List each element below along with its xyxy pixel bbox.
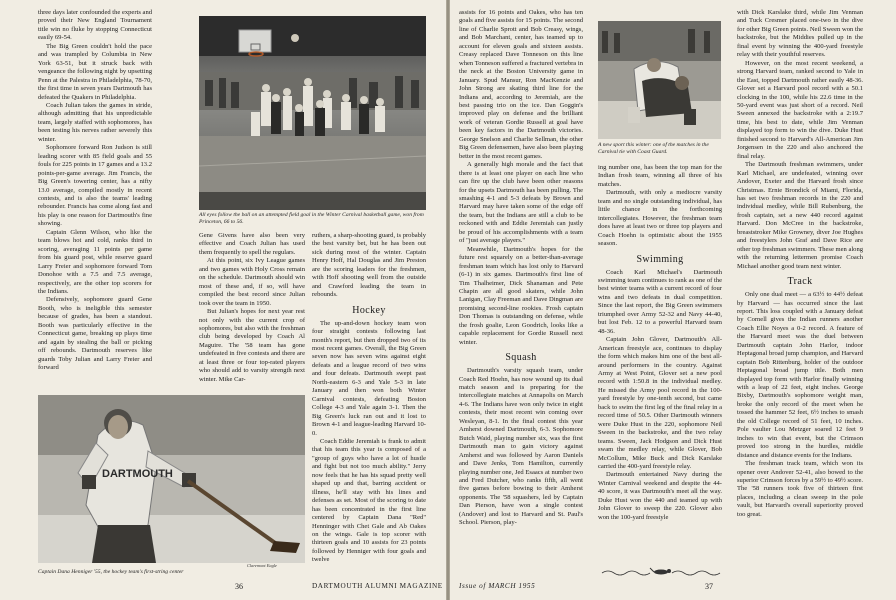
paragraph: Dartmouth, with only a mediocre varsity team and no single outstanding individual, has little chance in the forthcoming intercollegiates. However, the freshman team does have at least two or three top players and Coach Hoehn is optimistic about the 1955 season. xyxy=(598,189,722,248)
right-col-2 xyxy=(598,164,722,564)
coast-guard-caption: A new sport this winter: one of the matches in the Carnival tie with Coast Guard. xyxy=(598,142,709,155)
photo-credit: Claremont Eagle xyxy=(247,563,277,568)
paragraph: ruthers, a sharp-shooting guard, is probably the best varsity bet, but he has been out sick during most of the winter. Captain Henry Hoff, Hal Douglas and Jim Preston are the scoring leaders for the freshmen, with Hoff shooting well from the outside and Crawford leading the team in rebounds. xyxy=(312,232,427,299)
right-page xyxy=(450,0,896,600)
hockey-heading: Hockey xyxy=(352,304,386,316)
track-heading: Track xyxy=(787,276,813,288)
hockey-caption: Captain Dana Henniger '55, the hockey team's first-string center xyxy=(38,569,184,575)
paragraph: The Big Green couldn't hold the pace and was trampled by Columbia in New York 63-51, but it struck back with vengeance the following night by upsetting Penn at the Palestra in Philadelphia, 78-70, the first time in seven years Dartmouth has defeated the Quakers in Philadelphia. xyxy=(38,42,152,101)
right-col-3 xyxy=(737,9,863,574)
paragraph: Captain Glenn Wilson, who like the team blows hot and cold, ranks third in scoring, averaging 11 points per game from his guard post, while reserve guard Larry Freier and sophomore forward Tom Donohoe with a 7.5 and 7.5 average, respectively, are the other top scorers for the Indians. xyxy=(38,228,152,295)
paragraph: The up-and-down hockey team won four straight contests following last month's report, but then dropped two of its most recent games. Overall, the Big Green seven now has seven wins against eight defeats and a league record of two wins and four defeats. Dartmouth swept past North-eastern 6-3 and Yale 5-3 in late January and then won both Winter Carnival contests, defeating Boston College 4-3 and Yale again 3-1. Then the Big Green's luck ran out and it lost to Brown 4-1 and league-leading Harvard 10-0. xyxy=(312,319,426,437)
paragraph: Only one dual meet — a 63½ to 44½ defeat by Harvard — has occurred since the last report. This loss coupled with a January defeat by Cornell gives the Indian runners another Coach Ellie Noyes a 0-2 record. A feature of the Harvard meet was the duel between Dartmouth captain John Harlor, indoor Heptagonal broad jump champion, and Harvard captain Bob Rittenburg, holder of the outdoor Heptagonal broad jump title. Both men displayed top form with Harlor finally winning with a leap of 22 feet, eight inches. George Bixby, Dartmouth's sophomore weight man, broke the only record of the meet when he tossed the hammer 52 feet, 6½ inches to smash the old College record of 51 feet, 10 inches. Pole vaulter Lou Metzger soared 12 feet 9 inches to win that event, but the Crimson proved too strong in the hurdles, middle distance and distance events for the Indians. xyxy=(737,291,863,459)
squash-heading: Squash xyxy=(505,352,537,364)
basketball-caption: All eyes follow the ball on an attempted field goal in the Winter Carnival basketball game, won from Princeton, 66 to 56. xyxy=(199,212,424,225)
paragraph: Coach Julian takes the games in stride, although admitting that his unpredictable team, largely staffed with sophomores, has been testing his nerves rather severely this winter. xyxy=(38,101,152,143)
page-number-left: 36 xyxy=(235,582,243,591)
paragraph: three days later confounded the experts and proved their New England Tournament title win no fluke by stopping Connecticut easily 69-54. xyxy=(38,9,152,42)
paragraph: The Dartmouth freshman swimmers, under Karl Michael, are undefeated, winning over Andover, Exeter and the Harvard frosh since Christmas. Ernie Brondick of Miami, Florida, has set two freshman records in the 220 and individual medley, while Bill Rubenburg, the frosh captain, set a new 440 record against Harvard. Don McCree in the backstroke, breaststroker Mike Growney, diver Joe Hughes and freestylers John Graf and Dave Rice are other top freshman swimmers. These men along with the returning lettermen promise Coach Michael another good team next winter. xyxy=(737,161,863,270)
magazine-footer: DARTMOUTH ALUMNI MAGAZINE xyxy=(312,582,443,590)
issue-footer: Issue of MARCH 1955 xyxy=(459,582,536,590)
left-page xyxy=(0,0,446,600)
paragraph: Dartmouth entertained Navy during the Winter Carnival weekend and despite the 44-40 score, it was Dartmouth's meet all the way. Duke Hust won the 440 and teamed up with John Glover to sweep the 220. Glover also won the 100-yard freestyle xyxy=(598,471,722,521)
swimmer-ornament xyxy=(600,564,722,578)
paragraph: ing number one, has been the top man for the Indian frosh team, winning all three of his matches. xyxy=(598,164,722,188)
paragraph: The freshman track team, which won its opener over Andover 52-41, also bowed to the superior Crimson forces by a 59½ to 49½ score. The '58 runners took five of thirteen first places, including a clean sweep in the pole vault, but Harvard's overall superiority proved too great. xyxy=(737,460,864,518)
left-col-3 xyxy=(312,232,426,572)
paragraph: Dartmouth's varsity squash team, under Coach Red Hoehn, has now wound up its dual match season and is preparing for the intercollegiate matches at Annapolis on March 4-6. The Indians have won only twice in eight contests, their most recent win coming over Wesleyan, 8-1. In the final contest this year Amherst downed Dartmouth, 6-3. Sophomore Butch Waid, playing number six, was the first Dartmouth man to gain victory against Amherst and was followed by Aaron Daniels and Dave Jenks, Tom Hamilton, currently playing number one, Jed Esaacs at number two and Fred Dutcher, who ranks fifth, all went five games before bowing to their Amherst opponents. The '58 squashers, led by Captain Dan Pierson, have won a single contest (Andover) and lost to Harvard and St. Paul's School. Pierson, play- xyxy=(459,367,583,527)
page-number-right: 37 xyxy=(705,582,713,591)
paragraph: But Julian's hopes for next year rest not only with the current crop of sophomores, but also with the freshman club being developed by Coach Al Maguire. The '58 team has gone undefeated in five contests and there are at least three or four top-rated players who should add to varsity strength next winter. Mike Car- xyxy=(199,308,305,383)
paragraph: assists for 16 points and Oakes, who has ten goals and five assists for 15 points. The second line of Charlie Sprott and Bob Creasy, wings, and Bob Marchant, center, has teamed up to account for eleven goals and sixteen assists. Creasy replaced Dave Tonneson on this line when Tonneson suffered a fractured vertebra in the neck at the Boston University game in January. Spud Mansur, Ron MacKenzie and John Strong are skating third line for the Indians and, according to Jeremiah, are the best passing trio on the ice. Dan Goggin's improved play on defense and the brilliant work of veteran Gordie Russell at goal have been key factors in the Dartmouth victories. George Snelson and Charlie Sellman, the other Big Green defensemen, have also been playing better in the most recent games. xyxy=(459,9,583,160)
basketball-photo xyxy=(199,16,426,210)
paragraph: Coach Karl Michael's Dartmouth swimming team continues to rank as one of the best winter teams with a current record of four wins and two defeats in dual competition. Since the last report, the Big Green swimmers triumphed over Army 52-32 and Navy 44-40, but lost Feb. 12 to a powerful Harvard team 48-36. xyxy=(598,268,722,335)
left-col-2 xyxy=(199,232,305,383)
coast-guard-match-photo xyxy=(598,21,721,139)
left-col-1 xyxy=(38,9,152,378)
swimming-heading: Swimming xyxy=(636,253,684,265)
paragraph: Coach Eddie Jeremiah is frank to admit that his team this year is composed of a "group of guys who have a lot of hustle and fight but not too much ability." Jerry now feels that he has his squad pretty well shaped up and that, barring accident or illness, he'll stay with his lines and defenses as set. Most of the scoring to date has been concentrated in the first line centered by Captain Dana "Red" Henninger with Chet Gale and Ab Oakes on the wings. Gale is top scorer with thirteen goals and 10 assists for 23 points followed by Henniger with four goals and twelve xyxy=(312,437,426,564)
paragraph: A generally high morale and the fact that there is at least one player on each line who can fire up the club have been other reasons for the upsets Dartmouth has been pulling. The smashing 4-1 and 5-3 defeats by Brown and Harvard may have taken some of the edge off the team, but the Indians are still a club to be reckoned with and Eddie Jeremiah can justly be proud of his accomplishments with a team of "just average players." xyxy=(459,161,583,245)
paragraph: Defensively, sophomore guard Gene Booth, who is ineligible this semester because of grades, has been a standout. Booth was particularly effective in the Connecticut game, breaking up plays time and again by stealing the ball or picking off rebounds. Dartmouth reserves like guards Toby Julian and Larry Freier and forward xyxy=(38,296,152,372)
paragraph: At this point, six Ivy League games and two games with Holy Cross remain on the schedule. Dartmouth should win most of these and, if so, will have compiled the best record since Julian took over the team in 1950. xyxy=(199,257,305,307)
paragraph: with Dick Karslake third, while Jim Venman and Tuck Cresmer placed one-two in the dive for other Big Green points. Neil Sween won the backstroke, but the Middies pulled up in the final event by winning the 400-yard freestyle relay with their youthful reserves. xyxy=(737,9,863,59)
paragraph: Sophomore forward Ron Judson is still leading scorer with 85 field goals and 55 fouls for 225 points in 17 games and a 13.2 points-per-game average. Jim Francis, the Big Green's towering center, has a nifty 13.0 average, compiled mostly in recent contests, and is also the teams' leading rebounder. Francis has come along fast and his play is one reason for Dartmouth's fine showing. xyxy=(38,144,152,228)
right-col-1 xyxy=(459,9,583,574)
paragraph: However, on the most recent weekend, a strong Harvard team, ranked second to Yale in the East, topped Dartmouth rather easily 48-36. Glover set a Harvard pool record with a 50.1 clocking in the 100, while his 22.6 time in the 50-yard event was just short of a record. Neil Sween annexed the backstroke with a 2:19.7 time, his best to date, while Jim Venman displayed top form to win the dive. Duke Hust finished second to Harvard's All-American Jim Jorgensen in the 220 and also anchored the final relay. xyxy=(737,59,863,160)
hockey-photo xyxy=(38,395,305,563)
paragraph: Meanwhile, Dartmouth's hopes for the future rest squarely on a better-than-average freshman team which has lost only to Harvard (6-1) in six games. Dartmouth's first line of Tim Thalheimer, Dick Shanaman and Pete Chapin are all good skaters, while John Lanigan, Clay Freeman and Dave Dingman are promising second-line rookies. Frosh captain Don Thomas is outstanding on defense, while the frosh goalie, Leon Goodrich, looks like a capable replacement for Gordie Russell next winter. xyxy=(459,245,583,346)
paragraph: Gene Givens have also been very effective and Coach Julian has used them frequently to spell the regulars. xyxy=(199,232,305,256)
jersey-text: DARTMOUTH xyxy=(102,468,173,480)
paragraph: Captain John Glover, Dartmouth's All-American freestyle ace, continues to display the form which makes him one of the best all-around performers in the country. Against Army at West Point, Glover set a new pool record with 1:50.8 in the individual medley. He missed the Army pool record in the 100-yard freestyle by one-tenth second, but came back to swim the first leg of the final relay in a record time of 50.5. Other Dartmouth winners were Duke Hust in the 220, sophomore Neil Sween in the backstroke, and the two relay teams. Sween, Jack Hodgson and Dick Hust swam the medley relay, while Glover, Bob McCollum, Mike Buck and Dick Karslake carried the 400-yard freestyle relay. xyxy=(598,336,722,470)
